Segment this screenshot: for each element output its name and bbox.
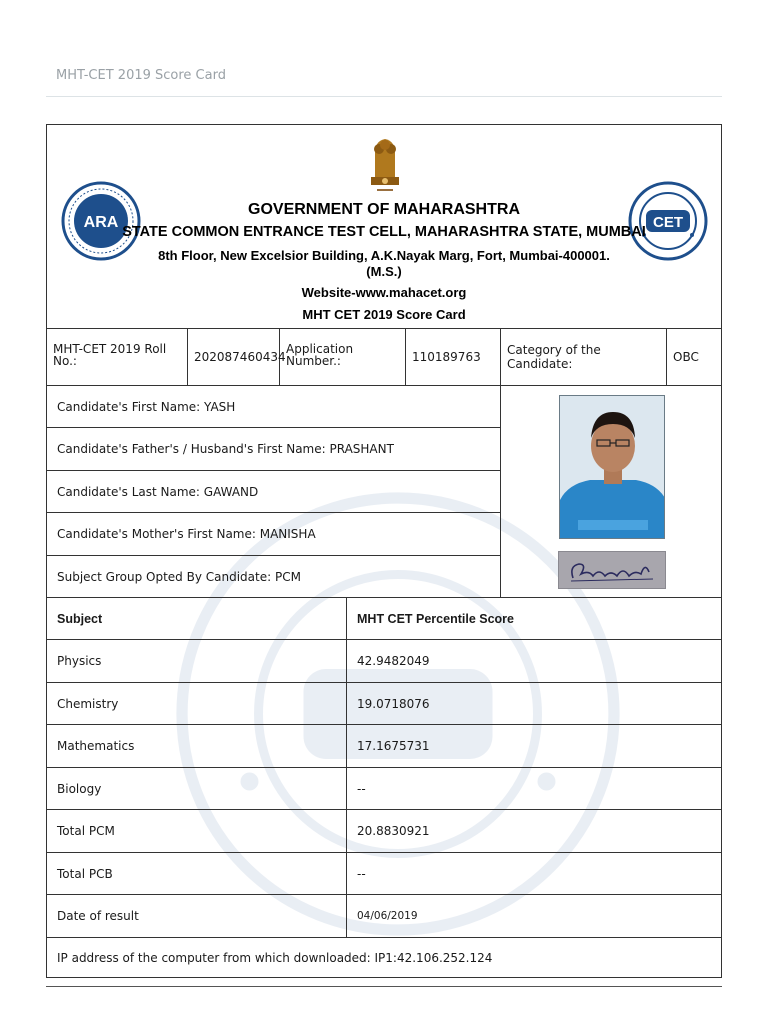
table-row-subject: Mathematics <box>47 725 347 768</box>
date-of-result-value: 04/06/2019 <box>347 895 721 938</box>
roll-number-value: 202087460434 <box>188 329 280 386</box>
table-row-score: 17.1675731 <box>347 725 721 768</box>
table-row-score: -- <box>347 853 721 895</box>
header-website: Website-www.mahacet.org <box>301 285 467 300</box>
header-address: 8th Floor, New Excelsior Building, A.K.Nayak Marg, Fort, Mumbai-400001. <box>158 248 610 263</box>
header-cell-name: STATE COMMON ENTRANCE TEST CELL, MAHARASHTRA STATE, MUMBAI <box>122 224 646 240</box>
ip-address-line: IP address of the computer from which downloaded: IP1:42.106.252.124 <box>57 950 493 965</box>
category-value: OBC <box>667 329 721 386</box>
scores-header-percentile: MHT CET Percentile Score <box>347 598 721 640</box>
candidate-last-name: Candidate's Last Name: GAWAND <box>47 471 501 513</box>
ashoka-emblem-icon <box>365 133 405 197</box>
candidate-photo <box>559 395 665 539</box>
date-of-result-label: Date of result <box>47 895 347 938</box>
page-title: MHT-CET 2019 Score Card <box>56 68 226 83</box>
header-card-title: MHT CET 2019 Score Card <box>302 307 466 322</box>
bottom-divider <box>46 986 722 987</box>
candidate-signature <box>558 551 666 589</box>
scores-header-subject: Subject <box>47 598 347 640</box>
svg-text:ARA: ARA <box>83 214 119 231</box>
table-row-subject: Chemistry <box>47 683 347 725</box>
candidate-father-name: Candidate's Father's / Husband's First Name: PRASHANT <box>47 428 501 471</box>
candidate-first-name: Candidate's First Name: YASH <box>47 386 501 428</box>
application-number-value: 110189763 <box>406 329 501 386</box>
svg-text:CET: CET <box>653 214 683 231</box>
score-card <box>46 124 722 978</box>
table-row-score: 42.9482049 <box>347 640 721 683</box>
candidate-mother-name: Candidate's Mother's First Name: MANISHA <box>47 513 501 556</box>
table-row-score: 20.8830921 <box>347 810 721 853</box>
header-government: GOVERNMENT OF MAHARASHTRA <box>248 201 520 218</box>
title-divider <box>46 96 722 97</box>
table-row-subject: Total PCM <box>47 810 347 853</box>
subject-group: Subject Group Opted By Candidate: PCM <box>47 556 501 598</box>
table-row-score: -- <box>347 768 721 810</box>
application-number-label: Application Number.: <box>280 329 406 386</box>
table-row-score: 19.0718076 <box>347 683 721 725</box>
category-label: Category of the Candidate: <box>501 329 667 386</box>
header-state: (M.S.) <box>366 264 402 279</box>
table-row-subject: Physics <box>47 640 347 683</box>
table-row-subject: Biology <box>47 768 347 810</box>
roll-number-label: MHT-CET 2019 Roll No.: <box>47 329 188 386</box>
table-row-subject: Total PCB <box>47 853 347 895</box>
card-header <box>47 125 721 329</box>
